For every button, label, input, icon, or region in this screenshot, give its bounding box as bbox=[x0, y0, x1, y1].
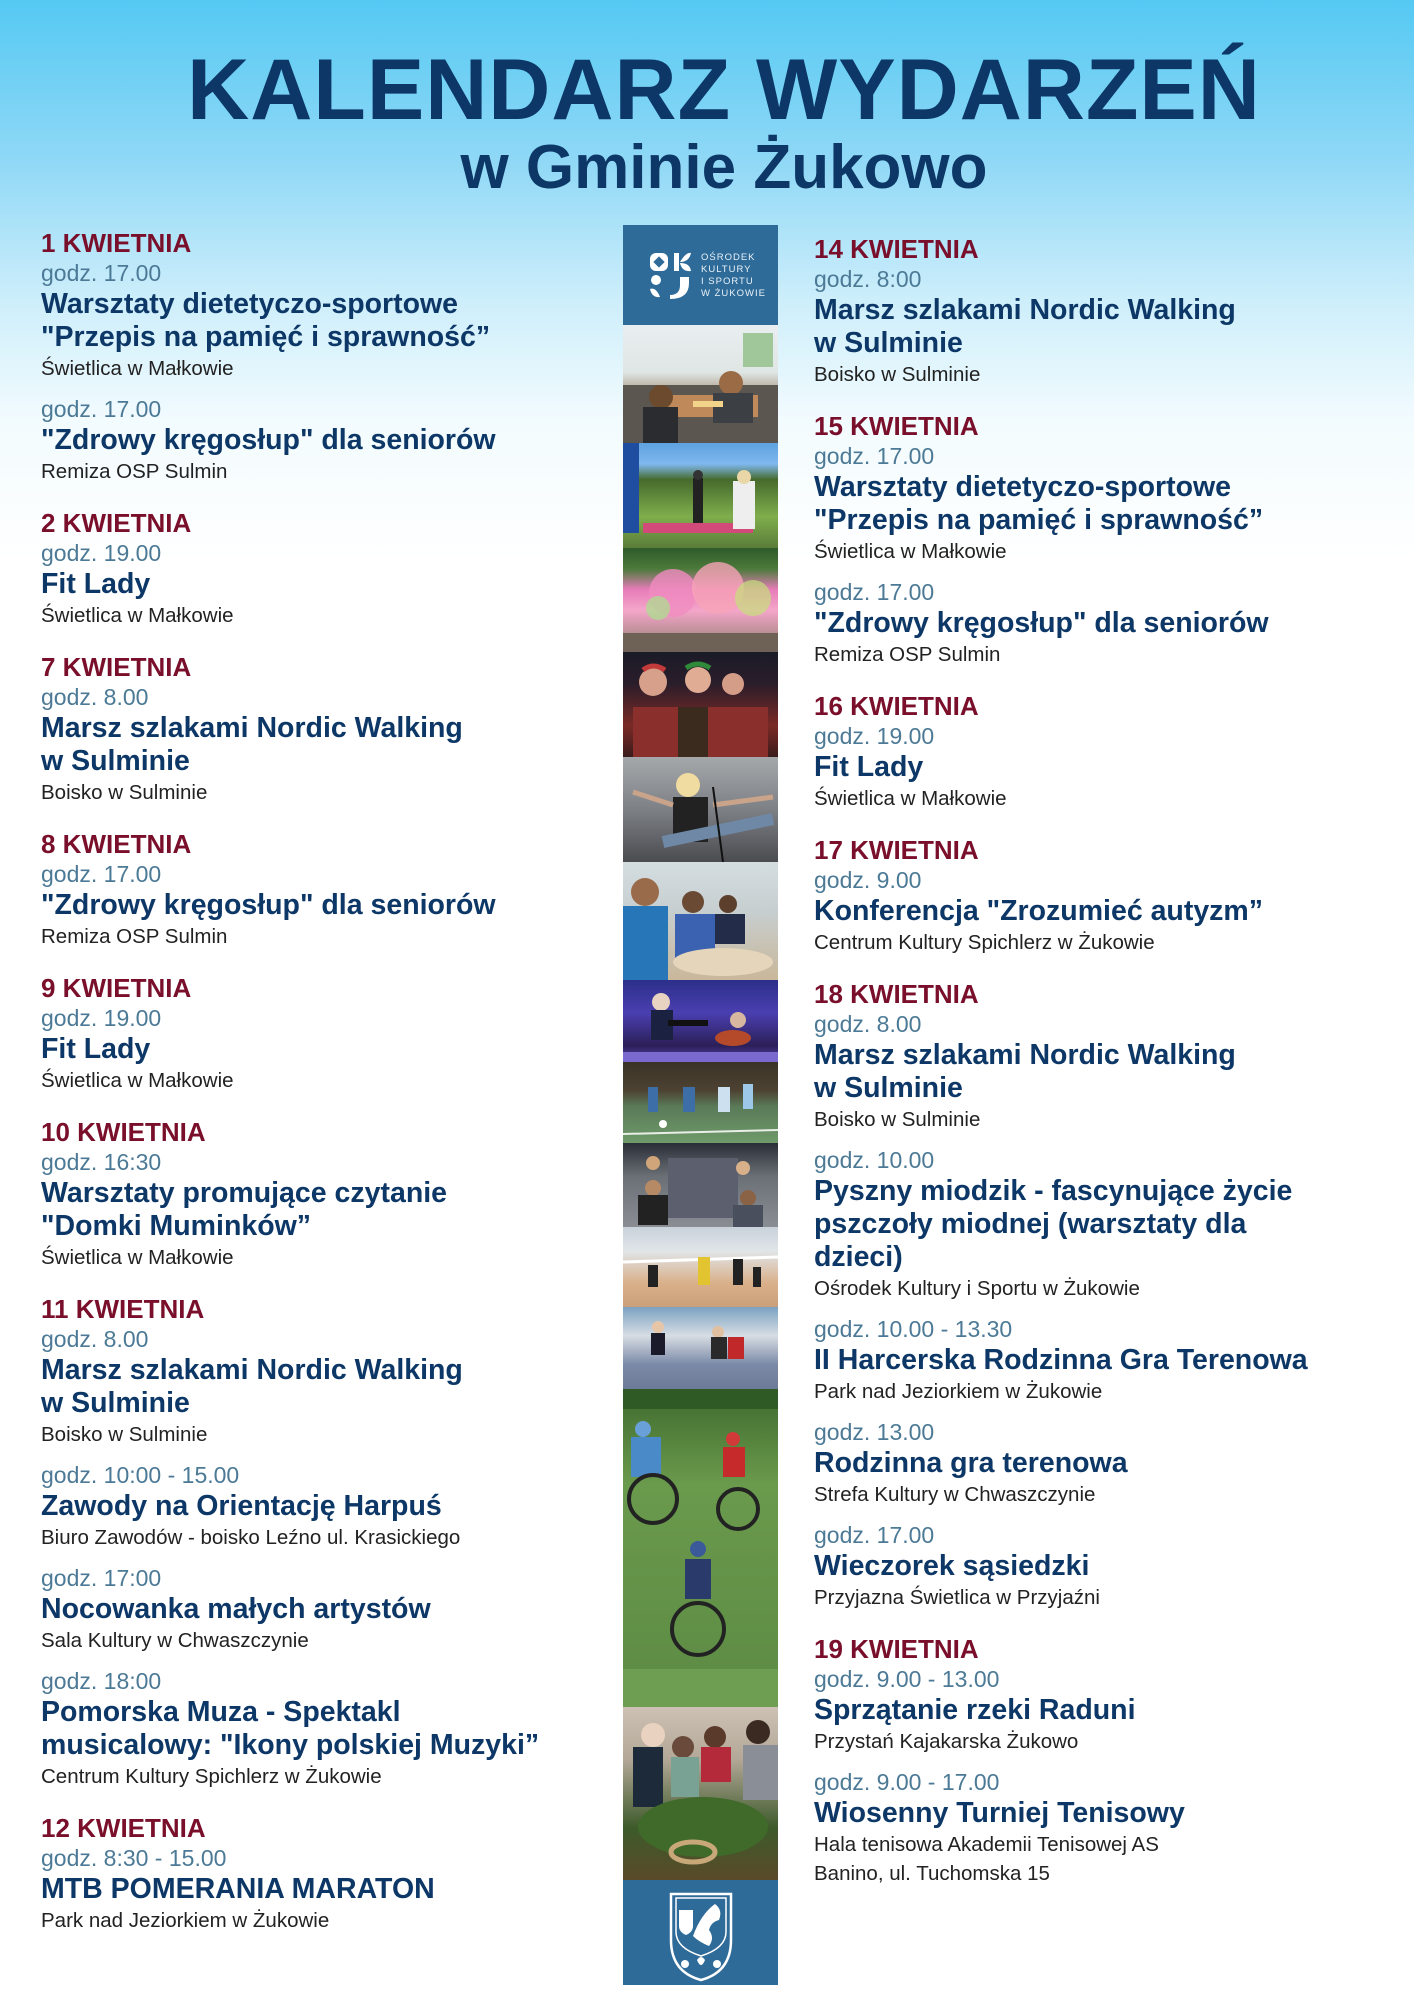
event-item bbox=[814, 1145, 1409, 1303]
event-place: Remiza OSP Sulmin bbox=[41, 460, 228, 483]
event-title: Fit Lady bbox=[41, 1033, 151, 1065]
event-time: godz. 10:00 - 15.00 bbox=[41, 1462, 240, 1488]
okis-logo-icon bbox=[648, 249, 692, 299]
event-time: godz. 9.00 - 13.00 bbox=[814, 1666, 1000, 1692]
day-date: 7 KWIETNIA bbox=[41, 652, 192, 682]
page-subtitle: w Gminie Żukowo bbox=[460, 133, 988, 202]
event-title: Wiosenny Turniej Tenisowy bbox=[814, 1797, 1185, 1829]
day-block bbox=[41, 829, 621, 951]
event-item bbox=[41, 1666, 621, 1791]
event-place: Centrum Kultury Spichlerz w Żukowie bbox=[41, 1765, 382, 1788]
kids-football-photo bbox=[623, 1307, 778, 1389]
event-place: Park nad Jeziorkiem w Żukowie bbox=[814, 1380, 1103, 1403]
day-date: 2 KWIETNIA bbox=[41, 508, 192, 538]
event-place: Świetlica w Małkowie bbox=[41, 1069, 234, 1092]
volleyball-photo bbox=[623, 1227, 778, 1307]
folk-dancers-photo bbox=[623, 652, 778, 757]
day-block bbox=[41, 1294, 621, 1791]
event-title: Marsz szlakami Nordic Walking w Sulminie bbox=[814, 1039, 1236, 1104]
event-time: godz. 10.00 bbox=[814, 1147, 935, 1173]
event-place: Świetlica w Małkowie bbox=[814, 540, 1007, 563]
event-time: godz. 13.00 bbox=[814, 1419, 935, 1445]
workshop-table-photo bbox=[623, 862, 778, 980]
event-time: godz. 17.00 bbox=[814, 1522, 935, 1548]
event-title: Konferencja "Zrozumieć autyzm” bbox=[814, 895, 1264, 927]
day-date: 12 KWIETNIA bbox=[41, 1813, 206, 1843]
day-block bbox=[814, 835, 1409, 957]
event-place: Boisko w Sulminie bbox=[41, 781, 208, 804]
day-block bbox=[814, 234, 1409, 389]
event-title: Marsz szlakami Nordic Walking w Sulminie bbox=[814, 294, 1236, 359]
event-title: Nocowanka małych artystów bbox=[41, 1593, 431, 1625]
okis-logo-text: OŚRODEK KULTURY I SPORTU W ŻUKOWIE bbox=[701, 252, 766, 299]
event-time: godz. 8:00 bbox=[814, 266, 922, 292]
coat-of-arms-icon bbox=[623, 1880, 778, 1985]
day-block bbox=[41, 1117, 621, 1272]
event-place: Ośrodek Kultury i Sportu w Żukowie bbox=[814, 1277, 1140, 1300]
event-title: Pomorska Muza - Spektakl musicalowy: "Ikony polskiej Muzyki” bbox=[41, 1696, 540, 1761]
event-item bbox=[814, 577, 1409, 669]
event-title: Fit Lady bbox=[814, 751, 924, 783]
day-block bbox=[814, 691, 1409, 813]
day-block bbox=[814, 1634, 1409, 1888]
event-item bbox=[41, 258, 621, 383]
event-title: Sprzątanie rzeki Raduni bbox=[814, 1694, 1136, 1726]
event-place: Świetlica w Małkowie bbox=[41, 1246, 234, 1269]
event-place: Remiza OSP Sulmin bbox=[814, 643, 1001, 666]
event-time: godz. 17.00 bbox=[814, 443, 935, 469]
event-time: godz. 17.00 bbox=[814, 579, 935, 605]
event-item bbox=[41, 394, 621, 486]
event-item bbox=[41, 538, 621, 630]
event-item bbox=[814, 441, 1409, 566]
event-time: godz. 9.00 bbox=[814, 867, 922, 893]
event-place: Świetlica w Małkowie bbox=[41, 357, 234, 380]
event-place: Świetlica w Małkowie bbox=[41, 604, 234, 627]
event-title: Rodzinna gra terenowa bbox=[814, 1447, 1128, 1479]
event-item bbox=[814, 264, 1409, 389]
day-block bbox=[41, 652, 621, 807]
event-title: Pyszny miodzik - fascynujące życie pszczoły miodnej (warsztaty dla dzieci) bbox=[814, 1175, 1293, 1273]
event-item bbox=[41, 859, 621, 951]
event-title: "Zdrowy kręgosłup" dla seniorów bbox=[41, 889, 496, 921]
wreath-workshop-photo bbox=[623, 1707, 778, 1880]
okis-logo bbox=[623, 225, 778, 325]
event-place: Sala Kultury w Chwaszczynie bbox=[41, 1629, 309, 1652]
event-item bbox=[814, 1314, 1409, 1406]
event-item bbox=[814, 1417, 1409, 1509]
event-title: MTB POMERANIA MARATON bbox=[41, 1873, 435, 1905]
event-time: godz. 8.00 bbox=[814, 1011, 922, 1037]
event-time: godz. 17.00 bbox=[41, 861, 162, 887]
mtb-cyclists-photo bbox=[623, 1389, 778, 1707]
event-time: godz. 9.00 - 17.00 bbox=[814, 1769, 1000, 1795]
computer-tables-photo bbox=[623, 1143, 778, 1227]
day-date: 8 KWIETNIA bbox=[41, 829, 192, 859]
day-date: 10 KWIETNIA bbox=[41, 1117, 206, 1147]
event-time: godz. 19.00 bbox=[41, 540, 162, 566]
day-block bbox=[814, 979, 1409, 1612]
event-place: Boisko w Sulminie bbox=[41, 1423, 208, 1446]
day-date: 18 KWIETNIA bbox=[814, 979, 979, 1009]
chess-photo bbox=[623, 325, 778, 443]
event-place: Centrum Kultury Spichlerz w Żukowie bbox=[814, 931, 1155, 954]
event-item bbox=[814, 1520, 1409, 1612]
event-time: godz. 8.00 bbox=[41, 1326, 149, 1352]
event-time: godz. 17.00 bbox=[41, 396, 162, 422]
event-item bbox=[41, 1003, 621, 1095]
event-place: Przyjazna Świetlica w Przyjaźni bbox=[814, 1586, 1100, 1609]
coat-of-arms bbox=[623, 1880, 778, 1985]
event-time: godz. 8:30 - 15.00 bbox=[41, 1845, 227, 1871]
event-time: godz. 17.00 bbox=[41, 260, 162, 286]
event-item bbox=[41, 1563, 621, 1655]
event-item bbox=[814, 1664, 1409, 1756]
page-title: KALENDARZ WYDARZEŃ bbox=[187, 42, 1261, 138]
day-date: 15 KWIETNIA bbox=[814, 411, 979, 441]
day-block bbox=[41, 1813, 621, 1935]
day-block bbox=[41, 228, 621, 486]
event-time: godz. 16:30 bbox=[41, 1149, 162, 1175]
event-title: Marsz szlakami Nordic Walking w Sulminie bbox=[41, 712, 463, 777]
event-item bbox=[814, 1009, 1409, 1134]
event-place: Strefa Kultury w Chwaszczynie bbox=[814, 1483, 1096, 1506]
event-title: Wieczorek sąsiedzki bbox=[814, 1550, 1090, 1582]
event-time: godz. 17:00 bbox=[41, 1565, 162, 1591]
event-time: godz. 10.00 - 13.30 bbox=[814, 1316, 1013, 1342]
day-date: 14 KWIETNIA bbox=[814, 234, 979, 264]
event-item bbox=[41, 682, 621, 807]
day-date: 17 KWIETNIA bbox=[814, 835, 979, 865]
holi-colors-photo bbox=[623, 548, 778, 652]
event-place: Boisko w Sulminie bbox=[814, 1108, 981, 1131]
event-title: "Zdrowy kręgosłup" dla seniorów bbox=[41, 424, 496, 456]
day-date: 16 KWIETNIA bbox=[814, 691, 979, 721]
day-block bbox=[41, 973, 621, 1095]
day-date: 1 KWIETNIA bbox=[41, 228, 192, 258]
photo-strip bbox=[623, 225, 778, 1985]
event-item bbox=[814, 865, 1409, 957]
event-time: godz. 19.00 bbox=[41, 1005, 162, 1031]
event-title: Warsztaty dietetyczo-sportowe "Przepis na pamięć i sprawność” bbox=[814, 471, 1264, 536]
concert-stage-photo bbox=[623, 980, 778, 1062]
event-title: Marsz szlakami Nordic Walking w Sulminie bbox=[41, 1354, 463, 1419]
event-place: Świetlica w Małkowie bbox=[814, 787, 1007, 810]
event-item bbox=[814, 1767, 1409, 1888]
event-time: godz. 18:00 bbox=[41, 1668, 162, 1694]
event-place: Biuro Zawodów - boisko Leźno ul. Krasickiego bbox=[41, 1526, 461, 1549]
event-time: godz. 8.00 bbox=[41, 684, 149, 710]
day-block bbox=[814, 411, 1409, 669]
event-title: Zawody na Orientację Harpuś bbox=[41, 1490, 442, 1522]
event-place: Hala tenisowa Akademii Tenisowej AS Banino, ul. Tuchomska 15 bbox=[814, 1833, 1159, 1885]
event-place: Park nad Jeziorkiem w Żukowie bbox=[41, 1909, 330, 1932]
event-item bbox=[814, 721, 1409, 813]
event-place: Boisko w Sulminie bbox=[814, 363, 981, 386]
event-title: "Zdrowy kręgosłup" dla seniorów bbox=[814, 607, 1269, 639]
day-date: 11 KWIETNIA bbox=[41, 1294, 205, 1324]
running-race-photo bbox=[623, 443, 778, 548]
event-item bbox=[41, 1324, 621, 1449]
day-date: 19 KWIETNIA bbox=[814, 1634, 979, 1664]
event-item bbox=[41, 1843, 621, 1935]
event-item bbox=[41, 1460, 621, 1552]
day-date: 9 KWIETNIA bbox=[41, 973, 192, 1003]
event-place: Remiza OSP Sulmin bbox=[41, 925, 228, 948]
events-column-left bbox=[41, 228, 621, 1935]
football-photo bbox=[623, 1062, 778, 1143]
singer-guitar-photo bbox=[623, 757, 778, 862]
event-title: Fit Lady bbox=[41, 568, 151, 600]
event-title: II Harcerska Rodzinna Gra Terenowa bbox=[814, 1344, 1308, 1376]
event-title: Warsztaty dietetyczo-sportowe "Przepis na pamięć i sprawność” bbox=[41, 288, 491, 353]
event-time: godz. 19.00 bbox=[814, 723, 935, 749]
day-block bbox=[41, 508, 621, 630]
events-column-right bbox=[814, 234, 1409, 1888]
event-place: Przystań Kajakarska Żukowo bbox=[814, 1730, 1079, 1753]
event-item bbox=[41, 1147, 621, 1272]
event-title: Warsztaty promujące czytanie "Domki Muminków” bbox=[41, 1177, 447, 1242]
